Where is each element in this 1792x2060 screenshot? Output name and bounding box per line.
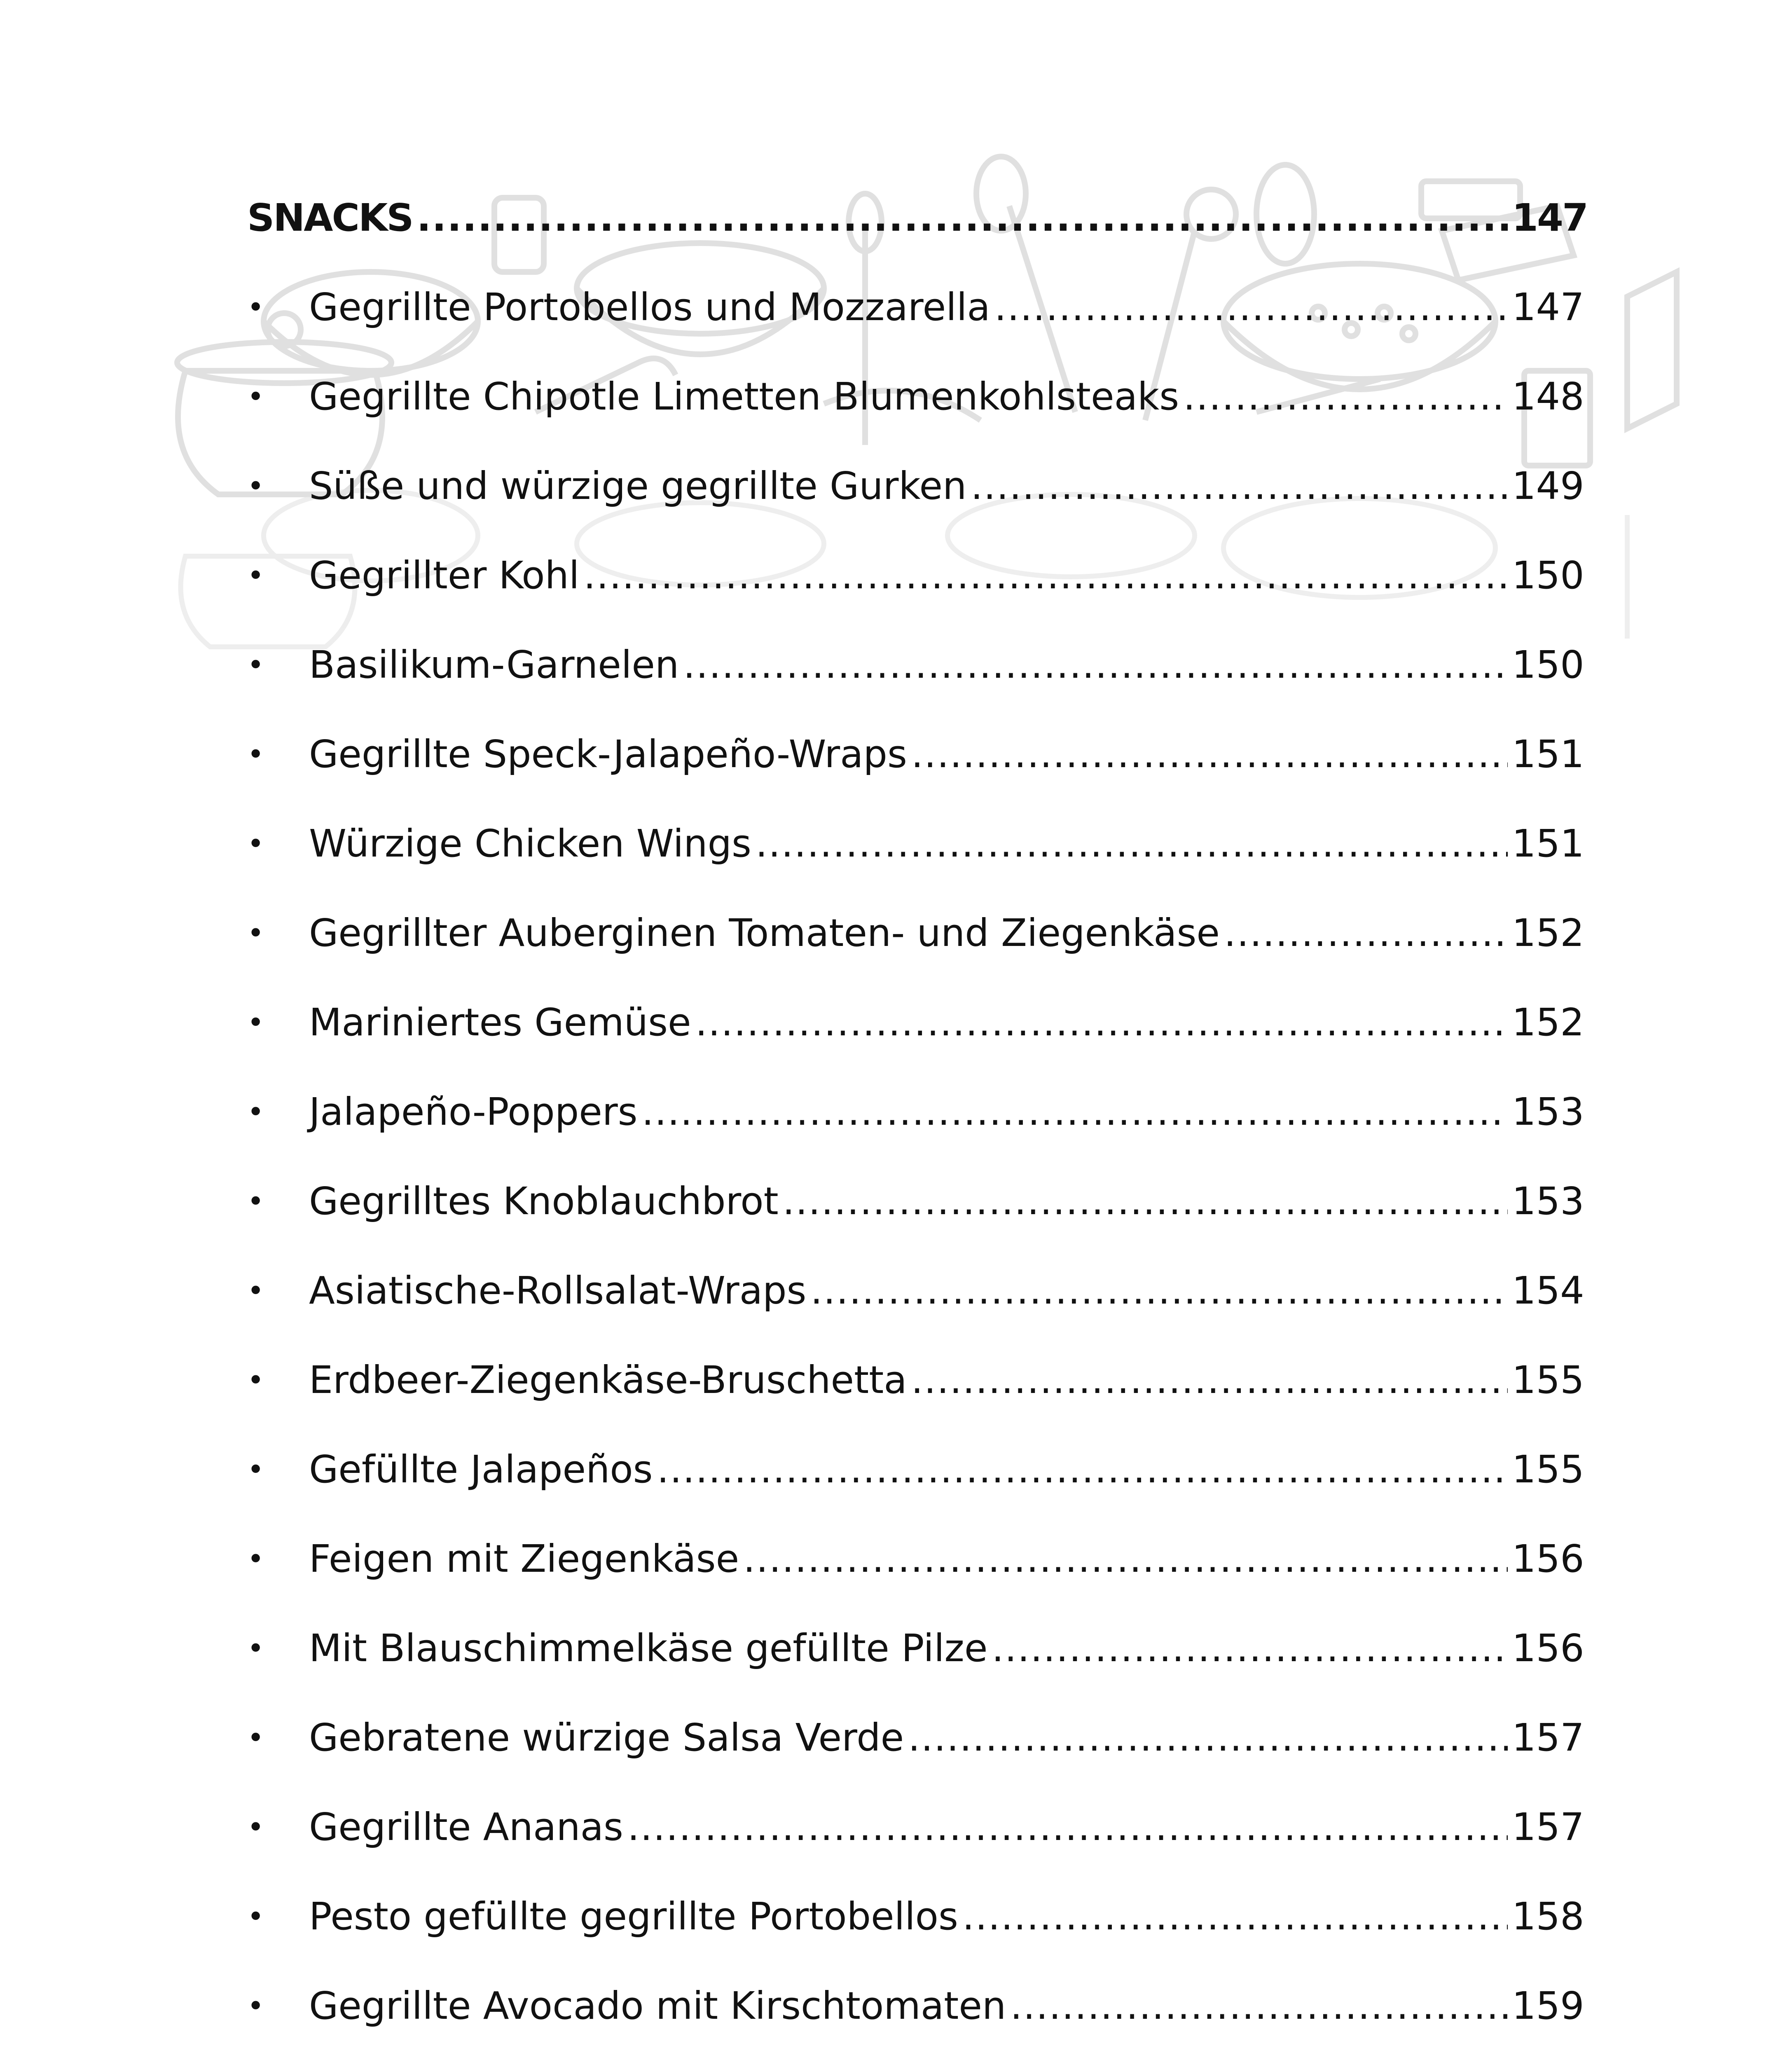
page-number: 152	[1512, 911, 1584, 955]
bullet-icon: •	[247, 1899, 264, 1934]
bullet-icon: •	[247, 826, 264, 861]
entry-title: Gegrillte Portobellos und Mozzarella	[309, 285, 990, 329]
dot-leader	[1224, 914, 1508, 952]
page-number: 157	[1512, 1805, 1584, 1849]
bullet-icon: •	[247, 558, 264, 592]
page-number: 149	[1512, 464, 1584, 508]
page-number: 150	[1512, 642, 1584, 687]
entry-title: Würzige Chicken Wings	[309, 821, 751, 866]
toc-section-heading[interactable]	[247, 173, 1588, 262]
entry-title: Pesto gefüllte gegrillte Portobellos	[309, 1894, 958, 1938]
dot-leader	[971, 467, 1508, 505]
page-number: 156	[1512, 1626, 1584, 1670]
dot-leader	[683, 646, 1508, 684]
bullet-icon: •	[247, 469, 264, 503]
bullet-icon: •	[247, 648, 264, 682]
page-number: 152	[1512, 1000, 1584, 1044]
dot-leader	[911, 1361, 1508, 1399]
bullet-icon: •	[247, 1005, 264, 1039]
entry-title: Feigen mit Ziegenkäse	[309, 1536, 739, 1581]
toc-entry[interactable]	[247, 2051, 1582, 2060]
page-number: 158	[1512, 1894, 1584, 1938]
dot-leader	[1183, 378, 1508, 416]
toc-entry[interactable]	[247, 352, 1582, 441]
toc-entry[interactable]	[247, 441, 1582, 531]
dot-leader	[962, 1898, 1508, 1936]
bullet-icon: •	[247, 916, 264, 950]
toc-entry[interactable]	[247, 1693, 1582, 1782]
page-number: 148	[1512, 374, 1584, 419]
dot-leader	[417, 199, 1508, 237]
toc-entry[interactable]	[247, 1782, 1582, 1872]
page-number: 153	[1512, 1179, 1584, 1223]
page-number: 159	[1512, 1983, 1584, 2028]
page-number: 155	[1512, 1447, 1584, 1491]
toc-entry[interactable]	[247, 1961, 1582, 2051]
dot-leader	[583, 557, 1508, 595]
bullet-icon: •	[247, 1721, 264, 1755]
dot-leader	[756, 825, 1508, 863]
bullet-icon: •	[247, 1273, 264, 1308]
toc-entry[interactable]	[247, 1514, 1582, 1604]
toc-entry[interactable]	[247, 888, 1582, 978]
entry-title: Gegrillter Kohl	[309, 553, 580, 597]
toc-entry[interactable]	[247, 531, 1582, 620]
toc-entry[interactable]	[247, 1246, 1582, 1335]
entry-title: Süße und würzige gegrillte Gurken	[309, 464, 967, 508]
toc-entry[interactable]	[247, 978, 1582, 1067]
toc-entry[interactable]	[247, 709, 1582, 799]
page-number: 151	[1512, 821, 1584, 866]
entry-title: Gegrillte Chipotle Limetten Blumenkohlsteaks	[309, 374, 1179, 419]
entry-title: Gegrillter Auberginen Tomaten- und Ziegenkäse	[309, 911, 1220, 955]
entry-title: Mariniertes Gemüse	[309, 1000, 691, 1044]
page-number: 154	[1512, 1268, 1584, 1313]
bullet-icon: •	[247, 1184, 264, 1218]
page-number: 157	[1512, 1715, 1584, 1760]
bullet-icon: •	[247, 1363, 264, 1397]
entry-title: Gegrillte Avocado mit Kirschtomaten	[309, 1983, 1006, 2028]
entry-title: Gefüllte Jalapeños	[309, 1447, 653, 1491]
table-of-contents	[247, 173, 1588, 2060]
entry-title: Asiatische-Rollsalat-Wraps	[309, 1268, 807, 1313]
dot-leader	[642, 1093, 1508, 1131]
bullet-icon: •	[247, 1542, 264, 1576]
section-title: SNACKS	[247, 195, 413, 240]
entry-title: Gegrillte Ananas	[309, 1805, 623, 1849]
entry-title: Basilikum-Garnelen	[309, 642, 679, 687]
bullet-icon: •	[247, 1452, 264, 1486]
toc-entry[interactable]	[247, 1067, 1582, 1156]
bullet-icon: •	[247, 1631, 264, 1665]
dot-leader	[994, 288, 1508, 326]
page-number: 147	[1512, 285, 1584, 329]
page-number: 147	[1512, 195, 1588, 240]
dot-leader	[695, 1004, 1508, 1042]
bullet-icon: •	[247, 1095, 264, 1129]
entry-title: Mit Blauschimmelkäse gefüllte Pilze	[309, 1626, 988, 1670]
toc-entry[interactable]	[247, 1872, 1582, 1961]
dot-leader	[810, 1272, 1508, 1310]
page-number: 151	[1512, 732, 1584, 776]
dot-leader	[911, 735, 1508, 773]
dot-leader	[992, 1629, 1508, 1667]
toc-entry[interactable]	[247, 1604, 1582, 1693]
dot-leader	[657, 1451, 1508, 1489]
dot-leader	[743, 1540, 1508, 1578]
toc-entry[interactable]	[247, 1335, 1582, 1425]
bullet-icon: •	[247, 1810, 264, 1844]
toc-entry[interactable]	[247, 1156, 1582, 1246]
toc-entry[interactable]	[247, 799, 1582, 888]
entry-title: Gebratene würzige Salsa Verde	[309, 1715, 904, 1760]
entry-title: Gegrillte Speck-Jalapeño-Wraps	[309, 732, 907, 776]
dot-leader	[783, 1182, 1508, 1220]
entry-title: Erdbeer-Ziegenkäse-Bruschetta	[309, 1358, 907, 1402]
dot-leader	[627, 1808, 1508, 1846]
entry-title: Gegrilltes Knoblauchbrot	[309, 1179, 779, 1223]
dot-leader	[1010, 1987, 1508, 2025]
toc-entry[interactable]	[247, 262, 1582, 352]
bullet-icon: •	[247, 737, 264, 771]
bullet-icon: •	[247, 1989, 264, 2023]
toc-entry[interactable]	[247, 1425, 1582, 1514]
page-number: 153	[1512, 1089, 1584, 1134]
page-number: 156	[1512, 1536, 1584, 1581]
entry-title: Jalapeño-Poppers	[309, 1089, 638, 1134]
bullet-icon: •	[247, 290, 264, 324]
toc-entry[interactable]	[247, 620, 1582, 709]
dot-leader	[908, 1719, 1508, 1757]
page-number: 150	[1512, 553, 1584, 597]
page-number: 155	[1512, 1358, 1584, 1402]
bullet-icon: •	[247, 379, 264, 414]
